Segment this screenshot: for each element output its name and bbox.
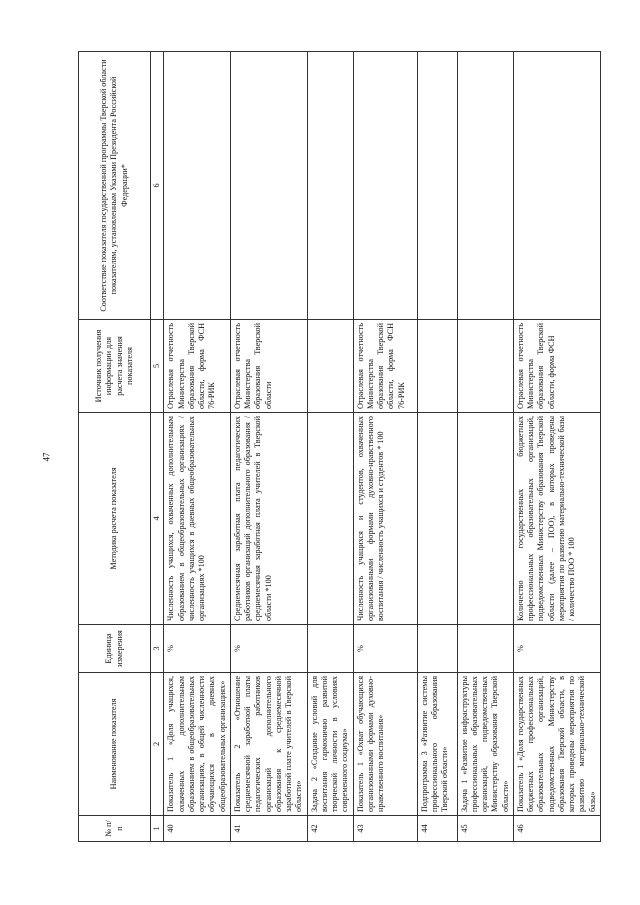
- row-compliance: [417, 52, 457, 320]
- row-name: Показатель 2 «Отношение среднемесячной заработной платы педагогических работников организаций дополнительного образования к среднемесячной заработной плате учителей в Тверской области»: [230, 673, 307, 816]
- row-compliance: [230, 52, 307, 320]
- row-name: Показатель 1 «Доля учащихся, охваченных дополнительным образованием в общеобразовательных организациях, в общей численности обучающихся в дневных общеобразовательных организациях»: [164, 673, 231, 816]
- row-method: [307, 413, 353, 625]
- row-num: 43: [353, 816, 417, 842]
- row-unit: [457, 625, 513, 673]
- table-row: [353, 52, 417, 842]
- row-source: Отраслевая отчетность Министерства образования Тверской области: [230, 320, 307, 413]
- header-row: [79, 52, 151, 842]
- row-method: Численность учащихся, охваченных дополнительным образованием в общеобразовательных организациях / численность учащихся в дневных общеобразовательных организациях *100: [164, 413, 231, 625]
- row-name: Показатель 1 «Доля государственных бюджетных профессиональных образовательных организаций, подведомственных Министерству образования Тверской области, в которых проведены мероприятия по развитию материально-технической базы»: [513, 673, 600, 816]
- col-number: 2: [151, 673, 164, 816]
- column-number-row: [151, 52, 164, 842]
- table-row: [417, 52, 457, 842]
- table-row: [513, 52, 600, 842]
- indicators-table: [78, 51, 601, 842]
- row-unit: %: [230, 625, 307, 673]
- row-compliance: [353, 52, 417, 320]
- row-method: [457, 413, 513, 625]
- row-source: Отраслевая отчетность Министерства образования Тверской области, форма ФСН 76-РИК: [353, 320, 417, 413]
- header-num: № п/п: [79, 816, 151, 842]
- header-compliance: Соответствие показателя государственной программы Тверской области показателям, установленным Указами Президента Российской Федерации*: [79, 52, 151, 320]
- row-num: 41: [230, 816, 307, 842]
- row-name: Задача 2 «Создание условий для воспитания гармонично развитой творческой личности в условиях современного социума»: [307, 673, 353, 816]
- col-number: 3: [151, 625, 164, 673]
- col-number: 4: [151, 413, 164, 625]
- rotated-document: [78, 52, 598, 842]
- col-number: 1: [151, 816, 164, 842]
- row-num: 44: [417, 816, 457, 842]
- row-compliance: [307, 52, 353, 320]
- header-source: Источник получения информации для расчета значения показателя: [79, 320, 151, 413]
- row-name: Показатель 1 «Охват обучающихся организованными формами духовно-нравственного воспитания»: [353, 673, 417, 816]
- header-unit: Единица измерения: [79, 625, 151, 673]
- row-name: Задача 1 «Развитие инфраструктуры профессиональных образовательных организаций, подведомственных Министерству образования Тверской области»: [457, 673, 513, 816]
- row-source: [457, 320, 513, 413]
- row-compliance: [457, 52, 513, 320]
- row-num: 42: [307, 816, 353, 842]
- row-num: 46: [513, 816, 600, 842]
- row-num: 40: [164, 816, 231, 842]
- table-row: [230, 52, 307, 842]
- row-compliance: [164, 52, 231, 320]
- row-compliance: [513, 52, 600, 320]
- row-method: Количество государственных бюджетных профессиональных образовательных организаций, подведомственных Министерству образования Тверской области (далее – ПОО), в которых проведены мероприятия по развитию материально-технической базы / количество ПОО * 100: [513, 413, 600, 625]
- row-source: [417, 320, 457, 413]
- col-number: 6: [151, 52, 164, 320]
- row-unit: [307, 625, 353, 673]
- row-method: [417, 413, 457, 625]
- col-number: 5: [151, 320, 164, 413]
- row-unit: %: [513, 625, 600, 673]
- row-source: Отраслевая отчетность Министерства образования Тверской области, форма ФСН 76-РИК: [164, 320, 231, 413]
- page-number: 47: [41, 452, 52, 462]
- table-row: [307, 52, 353, 842]
- row-name: Подпрограмма 3 «Развитие системы профессионального образования Тверской области»: [417, 673, 457, 816]
- row-source: Отраслевая отчетность Министерства образования Тверской области, форма ФСН: [513, 320, 600, 413]
- table-row: [164, 52, 231, 842]
- row-unit: [417, 625, 457, 673]
- row-num: 45: [457, 816, 513, 842]
- header-name: Наименование показателя: [79, 673, 151, 816]
- row-method: Среднемесячная заработная плата педагогических работников организаций дополнительного образования / среднемесячная заработная плата учителей в Тверской области *100: [230, 413, 307, 625]
- row-method: Численность учащихся и студентов, охваченных организованными формами духовно-нравственного воспитания / численность учащихся и студентов * 100: [353, 413, 417, 625]
- row-source: [307, 320, 353, 413]
- row-unit: %: [353, 625, 417, 673]
- header-method: Методика расчета показателя: [79, 413, 151, 625]
- table-row: [457, 52, 513, 842]
- row-unit: %: [164, 625, 231, 673]
